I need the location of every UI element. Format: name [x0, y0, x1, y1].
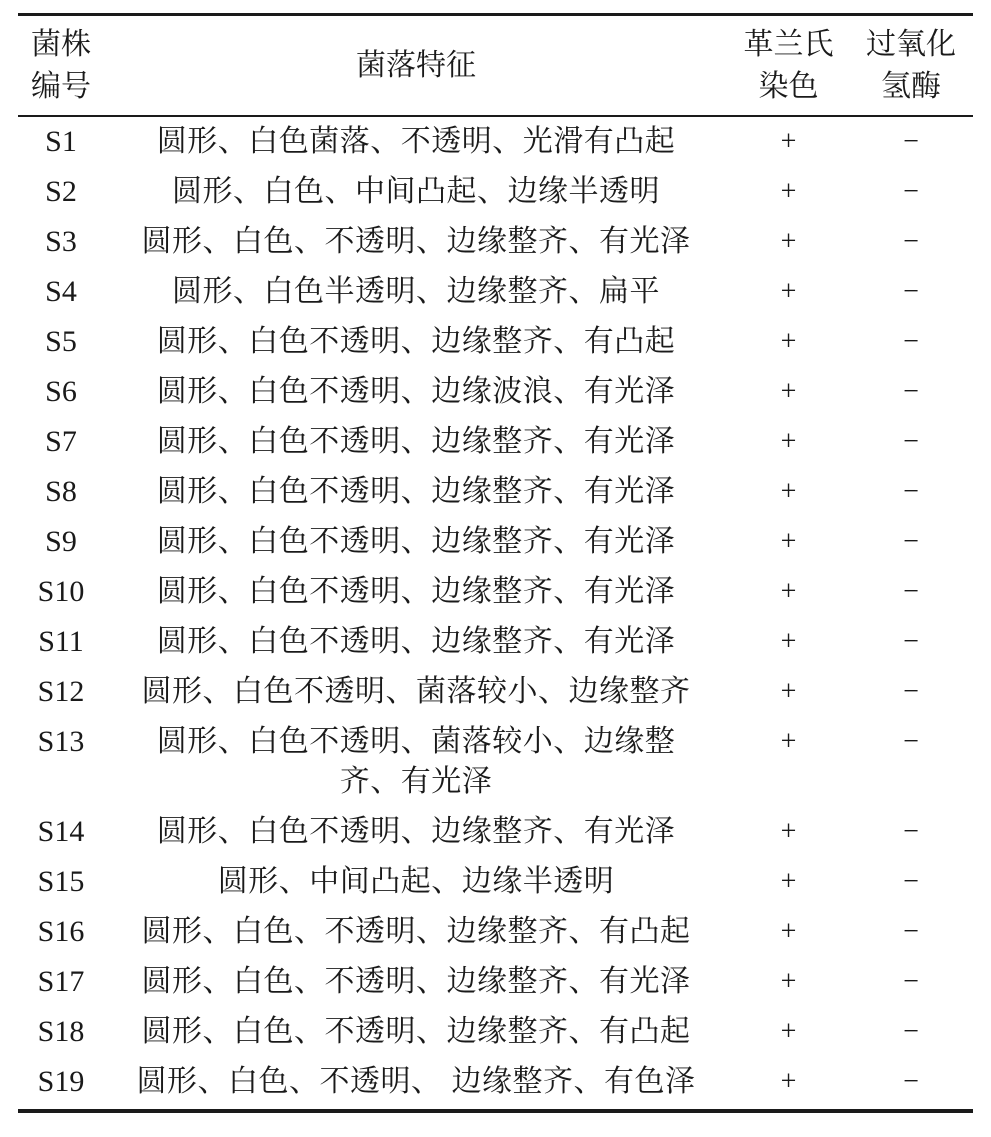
table-bottom-rule	[18, 1109, 973, 1113]
cell-colony-description	[104, 857, 728, 907]
cell-gram-stain: +	[780, 626, 797, 657]
cell-catalase: −	[903, 816, 919, 847]
colony-description-text: 圆形、白色不透明、边缘整齐、有光泽	[156, 424, 676, 459]
cell-catalase: −	[903, 726, 919, 757]
cell-gram-stain: +	[780, 816, 797, 847]
cell-catalase: −	[903, 276, 919, 307]
cell-strain-id: S10	[37, 575, 85, 608]
colony-description-text: 圆形、白色不透明、边缘整齐、有凸起	[156, 324, 676, 359]
cell-colony-description	[104, 907, 728, 957]
colony-description-text: 圆形、白色不透明、菌落较小、边缘整齐	[141, 674, 691, 709]
cell-strain-id: S8	[45, 475, 77, 508]
colony-description-text: 圆形、白色不透明、菌落较小、边缘整齐、有光泽	[156, 724, 676, 799]
cell-gram-stain: +	[780, 276, 797, 307]
header-gram-stain	[728, 16, 849, 115]
table-row-s11	[18, 617, 973, 667]
table-row-s14	[18, 807, 973, 857]
cell-catalase: −	[903, 966, 919, 997]
cell-catalase: −	[903, 866, 919, 897]
table-row-s5	[18, 317, 973, 367]
colony-description-text: 圆形、白色半透明、边缘整齐、扁平	[172, 274, 660, 309]
cell-colony-description	[104, 367, 728, 417]
cell-catalase: −	[903, 526, 919, 557]
table-row-s18	[18, 1007, 973, 1057]
colony-description-text: 圆形、白色、不透明、边缘整齐、有凸起	[141, 1014, 691, 1049]
cell-strain-id: S19	[37, 1065, 85, 1098]
table-row-s19	[18, 1057, 973, 1109]
cell-gram-stain: +	[780, 426, 797, 457]
colony-description-text: 圆形、白色、不透明、边缘整齐、有凸起	[141, 914, 691, 949]
header-gram-stain-line-1: 革兰氏	[743, 27, 834, 62]
table-row-s15	[18, 857, 973, 907]
cell-colony-description	[104, 467, 728, 517]
colony-description-text: 圆形、白色、不透明、边缘整齐、有光泽	[141, 224, 691, 259]
table-row-s8	[18, 467, 973, 517]
cell-gram-stain: +	[780, 1016, 797, 1047]
cell-colony-description	[104, 717, 728, 807]
header-catalase-line-1: 过氧化	[866, 27, 956, 62]
cell-catalase: −	[903, 626, 919, 657]
colony-description-text: 圆形、白色不透明、边缘整齐、有光泽	[156, 574, 676, 609]
cell-gram-stain: +	[780, 916, 797, 947]
table-row-s12	[18, 667, 973, 717]
cell-colony-description	[104, 957, 728, 1007]
table	[18, 16, 973, 1109]
colony-description-text: 圆形、白色不透明、边缘整齐、有光泽	[156, 814, 676, 849]
cell-gram-stain: +	[780, 726, 797, 757]
cell-catalase: −	[903, 476, 919, 507]
table-row-s6	[18, 367, 973, 417]
table-row-s3	[18, 217, 973, 267]
cell-colony-description	[104, 567, 728, 617]
cell-strain-id: S16	[37, 915, 85, 948]
table-row-s7	[18, 417, 973, 467]
header-gram-stain-line-2: 染色	[758, 69, 819, 104]
cell-strain-id: S11	[38, 625, 84, 658]
header-strain-id-line-1: 菌株	[31, 27, 91, 62]
cell-catalase: −	[903, 426, 919, 457]
header-catalase-line-2: 氢酶	[881, 69, 941, 104]
cell-colony-description	[104, 167, 728, 217]
table-row-s17	[18, 957, 973, 1007]
cell-strain-id: S4	[45, 275, 77, 308]
cell-colony-description	[104, 1057, 728, 1109]
cell-colony-description	[104, 1007, 728, 1057]
colony-description-text: 圆形、白色不透明、边缘整齐、有光泽	[156, 624, 676, 659]
header-catalase	[849, 16, 973, 115]
cell-catalase: −	[903, 676, 919, 707]
cell-gram-stain: +	[780, 676, 797, 707]
cell-gram-stain: +	[780, 1066, 797, 1097]
cell-strain-id: S17	[37, 965, 85, 998]
cell-gram-stain: +	[780, 966, 797, 997]
cell-colony-description	[104, 117, 728, 167]
cell-colony-description	[104, 517, 728, 567]
cell-gram-stain: +	[780, 476, 797, 507]
cell-colony-description	[104, 667, 728, 717]
cell-strain-id: S6	[45, 375, 77, 408]
cell-gram-stain: +	[780, 576, 797, 607]
cell-strain-id: S13	[37, 725, 85, 758]
header-strain-id	[18, 16, 104, 115]
colony-description-text: 圆形、白色、不透明、 边缘整齐、有色泽	[136, 1064, 696, 1099]
cell-colony-description	[104, 317, 728, 367]
table-row-s2	[18, 167, 973, 217]
cell-strain-id: S1	[45, 125, 77, 158]
cell-colony-description	[104, 267, 728, 317]
cell-colony-description	[104, 217, 728, 267]
cell-catalase: −	[903, 126, 919, 157]
cell-gram-stain: +	[780, 126, 797, 157]
cell-catalase: −	[903, 376, 919, 407]
cell-catalase: −	[903, 1016, 919, 1047]
cell-strain-id: S3	[45, 225, 77, 258]
table-row-s9	[18, 517, 973, 567]
cell-strain-id: S2	[45, 175, 77, 208]
table-body	[18, 117, 973, 1109]
colony-description-text: 圆形、白色不透明、边缘整齐、有光泽	[156, 524, 676, 559]
cell-gram-stain: +	[780, 376, 797, 407]
cell-strain-id: S5	[45, 325, 77, 358]
cell-catalase: −	[903, 226, 919, 257]
cell-colony-description	[104, 807, 728, 857]
header-colony-characteristics: 菌落特征	[356, 48, 476, 83]
table-row-s13	[18, 717, 973, 807]
cell-gram-stain: +	[780, 866, 797, 897]
cell-gram-stain: +	[780, 526, 797, 557]
header-row	[18, 16, 973, 115]
strain-characteristics-table	[18, 13, 973, 1113]
cell-colony-description	[104, 417, 728, 467]
cell-strain-id: S9	[45, 525, 77, 558]
colony-description-text: 圆形、白色不透明、边缘整齐、有光泽	[156, 474, 676, 509]
cell-strain-id: S12	[37, 675, 85, 708]
table-header	[18, 16, 973, 117]
colony-description-text: 圆形、白色菌落、不透明、光滑有凸起	[156, 124, 676, 159]
cell-strain-id: S14	[37, 815, 85, 848]
table-row-s10	[18, 567, 973, 617]
cell-catalase: −	[903, 576, 919, 607]
colony-description-text: 圆形、中间凸起、边缘半透明	[217, 864, 615, 899]
cell-catalase: −	[903, 326, 919, 357]
cell-catalase: −	[903, 176, 919, 207]
cell-gram-stain: +	[780, 226, 797, 257]
colony-description-text: 圆形、白色不透明、边缘波浪、有光泽	[156, 374, 676, 409]
colony-description-text: 圆形、白色、不透明、边缘整齐、有光泽	[141, 964, 691, 999]
cell-strain-id: S7	[45, 425, 77, 458]
cell-catalase: −	[903, 1066, 919, 1097]
table-row-s16	[18, 907, 973, 957]
cell-strain-id: S15	[37, 865, 85, 898]
cell-colony-description	[104, 617, 728, 667]
cell-strain-id: S18	[37, 1015, 85, 1048]
header-strain-id-line-2: 编号	[31, 69, 91, 104]
cell-gram-stain: +	[780, 326, 797, 357]
cell-gram-stain: +	[780, 176, 797, 207]
table-row-s1	[18, 117, 973, 167]
colony-description-text: 圆形、白色、中间凸起、边缘半透明	[172, 174, 660, 209]
table-row-s4	[18, 267, 973, 317]
cell-catalase: −	[903, 916, 919, 947]
